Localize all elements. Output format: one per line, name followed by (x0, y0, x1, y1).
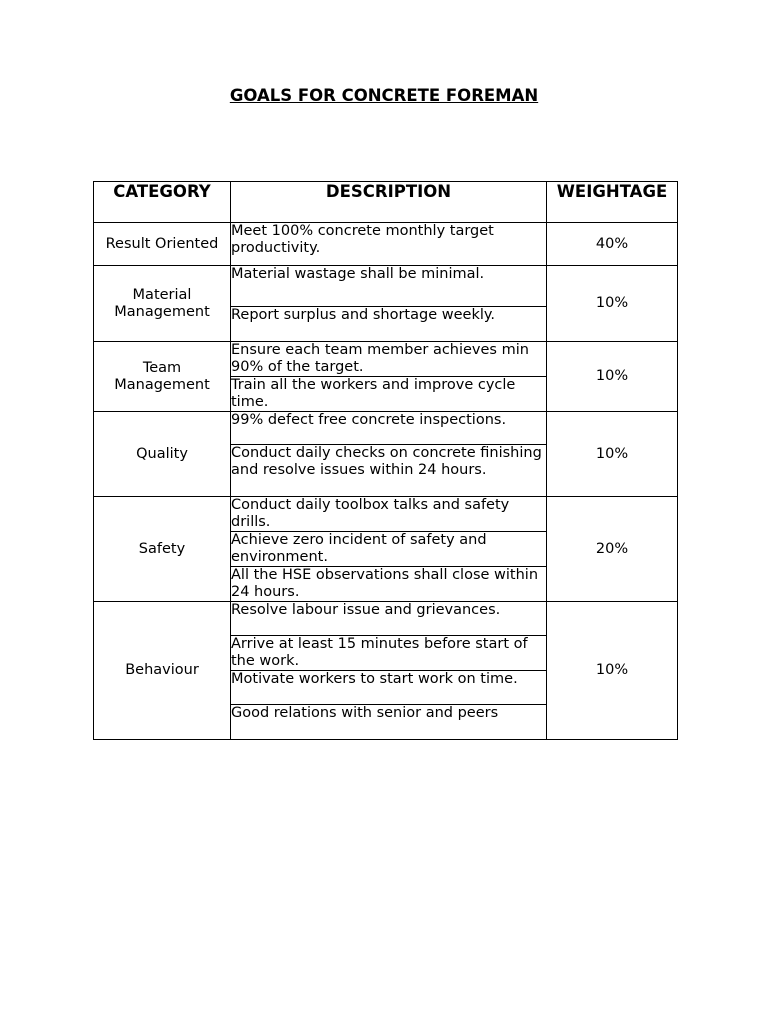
category-cell: Behaviour (94, 602, 231, 740)
goals-table (93, 181, 678, 740)
category-cell: Safety (94, 497, 231, 602)
weightage-cell: 20% (547, 497, 678, 602)
description-cell: 99% defect free concrete inspections. (231, 412, 547, 445)
header-description: DESCRIPTION (231, 182, 547, 223)
category-cell: Result Oriented (94, 223, 231, 266)
description-cell: All the HSE observations shall close within 24 hours. (231, 567, 547, 602)
weightage-cell: 10% (547, 266, 678, 342)
description-cell: Achieve zero incident of safety and environment. (231, 532, 547, 567)
table-row (94, 412, 678, 445)
header-weightage: WEIGHTAGE (547, 182, 678, 223)
category-cell: Material Management (94, 266, 231, 342)
category-cell: Team Management (94, 342, 231, 412)
table-row (94, 223, 678, 266)
weightage-cell: 10% (547, 412, 678, 497)
description-cell: Report surplus and shortage weekly. (231, 307, 547, 342)
weightage-cell: 10% (547, 342, 678, 412)
description-cell: Meet 100% concrete monthly target productivity. (231, 223, 547, 266)
description-cell: Train all the workers and improve cycle time. (231, 377, 547, 412)
weightage-cell: 40% (547, 223, 678, 266)
header-category: CATEGORY (94, 182, 231, 223)
description-cell: Conduct daily checks on concrete finishing and resolve issues within 24 hours. (231, 445, 547, 497)
description-cell: Arrive at least 15 minutes before start of the work. (231, 636, 547, 671)
description-cell: Conduct daily toolbox talks and safety drills. (231, 497, 547, 532)
description-cell: Good relations with senior and peers (231, 705, 547, 740)
table-row (94, 342, 678, 377)
description-cell: Motivate workers to start work on time. (231, 671, 547, 705)
table-header-row (94, 182, 678, 223)
table-row (94, 602, 678, 636)
document-title (0, 86, 768, 105)
description-cell: Resolve labour issue and grievances. (231, 602, 547, 636)
category-cell: Quality (94, 412, 231, 497)
table-row (94, 266, 678, 307)
weightage-cell: 10% (547, 602, 678, 740)
description-cell: Material wastage shall be minimal. (231, 266, 547, 307)
description-cell: Ensure each team member achieves min 90% of the target. (231, 342, 547, 377)
document-title-text: GOALS FOR CONCRETE FOREMAN (229, 86, 539, 105)
table-row (94, 497, 678, 532)
